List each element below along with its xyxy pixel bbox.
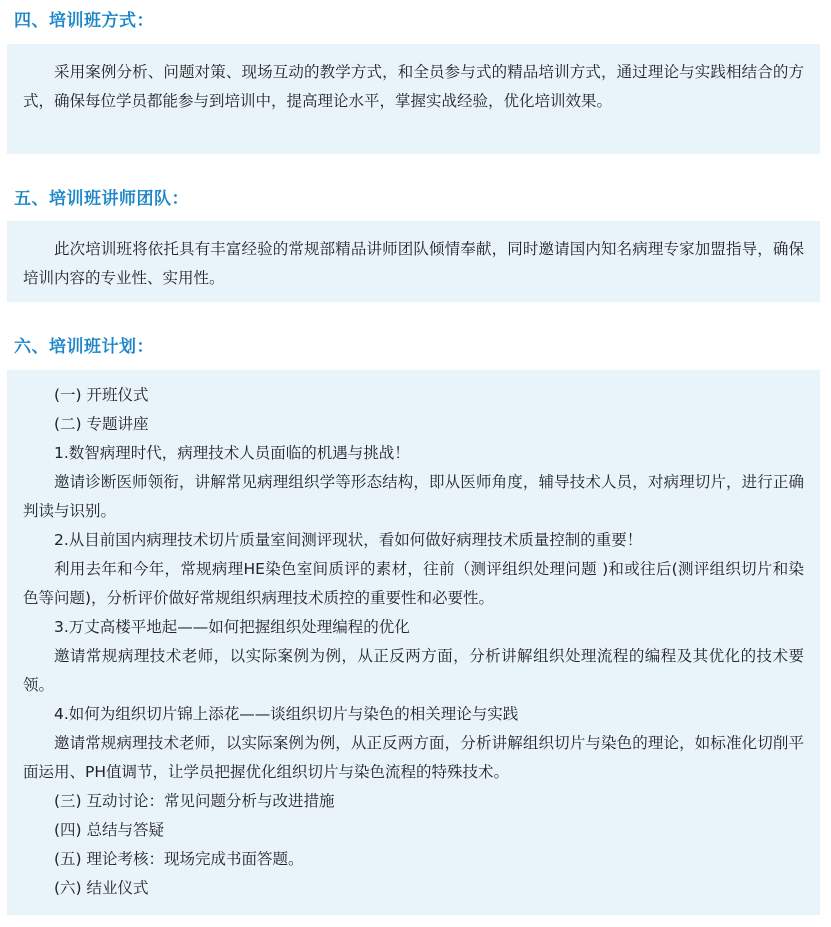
section-6-box	[7, 370, 820, 915]
plan-item: (一) 开班仪式	[54, 386, 149, 404]
section-4-heading: 四、培训班方式：	[14, 11, 154, 31]
plan-item: 利用去年和今年，常规病理HE染色室间质评的素材，往前（测评组织处理问题 )和或往后(测评组织切片和染色等问题)，分析评价做好常规组织病理技术质控的重要性和必要性。	[23, 560, 804, 607]
plan-item: (三) 互动讨论：常见问题分析与改进措施	[54, 792, 335, 810]
plan-item: (六) 结业仪式	[54, 879, 149, 897]
section-5-body: 此次培训班将依托具有丰富经验的常规部精品讲师团队倾情奉献，同时邀请国内知名病理专家加盟指导，确保培训内容的专业性、实用性。	[23, 240, 804, 287]
plan-item: 1.数智病理时代，病理技术人员面临的机遇与挑战！	[54, 444, 410, 462]
section-6-heading: 六、培训班计划：	[14, 337, 154, 357]
plan-item: 邀请常规病理技术老师，以实际案例为例，从正反两方面，分析讲解组织切片与染色的理论，如标准化切削平面运用、PH值调节，让学员把握优化组织切片与染色流程的特殊技术。	[23, 734, 804, 781]
plan-item: 4.如何为组织切片锦上添花——谈组织切片与染色的相关理论与实践	[54, 705, 519, 723]
section-4-body: 采用案例分析、问题对策、现场互动的教学方式，和全员参与式的精品培训方式，通过理论与实践相结合的方式，确保每位学员都能参与到培训中，提高理论水平，掌握实战经验，优化培训效果。	[23, 63, 804, 110]
section-5-heading: 五、培训班讲师团队：	[14, 189, 189, 209]
plan-item: (四) 总结与答疑	[54, 821, 165, 839]
plan-item: 邀请常规病理技术老师，以实际案例为例，从正反两方面，分析讲解组织处理流程的编程及其优化的技术要领。	[23, 647, 804, 694]
plan-item: (五) 理论考核：现场完成书面答题。	[54, 850, 304, 868]
plan-item: 3.万丈高楼平地起——如何把握组织处理编程的优化	[54, 618, 410, 636]
plan-item: 邀请诊断医师领衔，讲解常见病理组织学等形态结构，即从医师角度，辅导技术人员，对病理切片，进行正确判读与识别。	[23, 473, 804, 520]
section-5-box	[7, 221, 820, 302]
section-4-box	[7, 44, 820, 154]
plan-item: 2.从目前国内病理技术切片质量室间测评现状，看如何做好病理技术质量控制的重要！	[54, 531, 643, 549]
plan-item: (二) 专题讲座	[54, 415, 149, 433]
